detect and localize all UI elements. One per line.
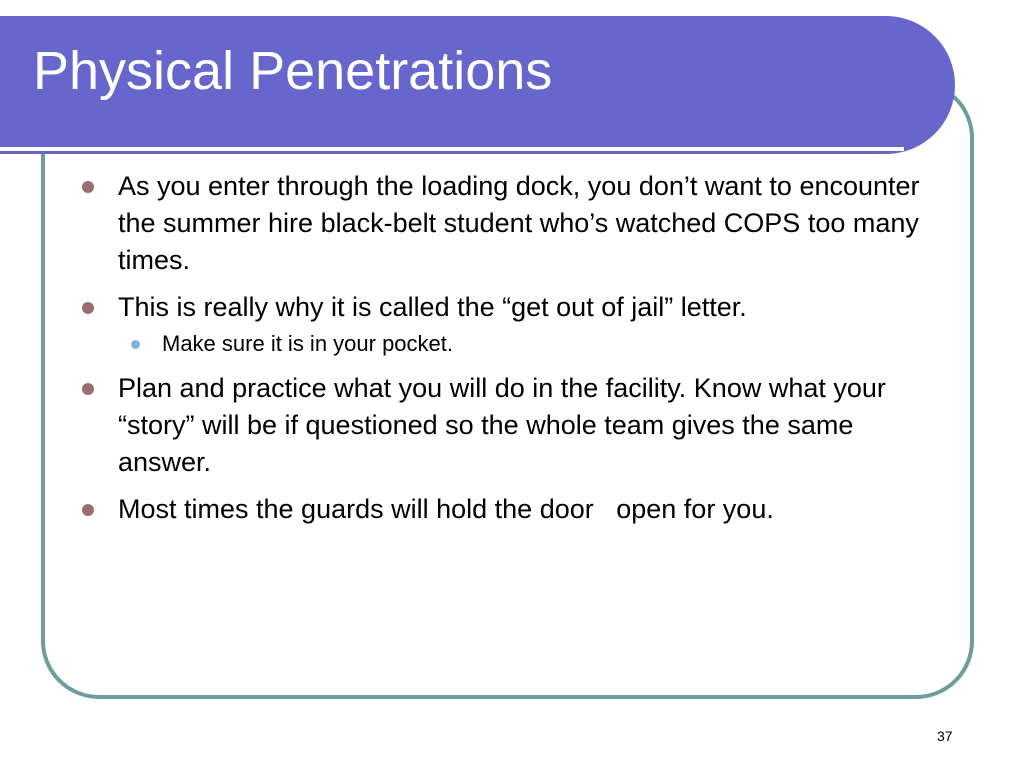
bullet-text: Plan and practice what you will do in the facility. Know what your “story” will be if questioned so the whole team gives the same answer. [118, 373, 886, 477]
bullet-list [80, 168, 930, 538]
sub-bullet-dot-icon [131, 340, 140, 349]
bullet-dot-icon [82, 181, 94, 193]
bullet-text: This is really why it is called the “get out of jail” letter. [118, 292, 747, 322]
bullet-item-loading-dock [80, 168, 930, 279]
sub-bullet-item-pocket [124, 328, 930, 360]
page-number: 37 [937, 728, 953, 744]
title-divider [0, 147, 904, 151]
sub-bullet-text: Make sure it is in your pocket. [162, 331, 454, 356]
bullet-item-guards [80, 491, 930, 528]
bullet-dot-icon [82, 302, 94, 314]
bullet-text: Most times the guards will hold the door open for you. [118, 494, 774, 524]
sub-bullet-list [124, 328, 930, 360]
slide-title: Physical Penetrations [33, 41, 553, 101]
bullet-item-plan-practice [80, 370, 930, 481]
bullet-dot-icon [82, 504, 94, 516]
bullet-text: As you enter through the loading dock, you don’t want to encounter the summer hire black-belt student who’s watched COPS too many times. [118, 171, 920, 275]
bullet-dot-icon [82, 383, 94, 395]
bullet-item-jail-letter [80, 289, 930, 360]
